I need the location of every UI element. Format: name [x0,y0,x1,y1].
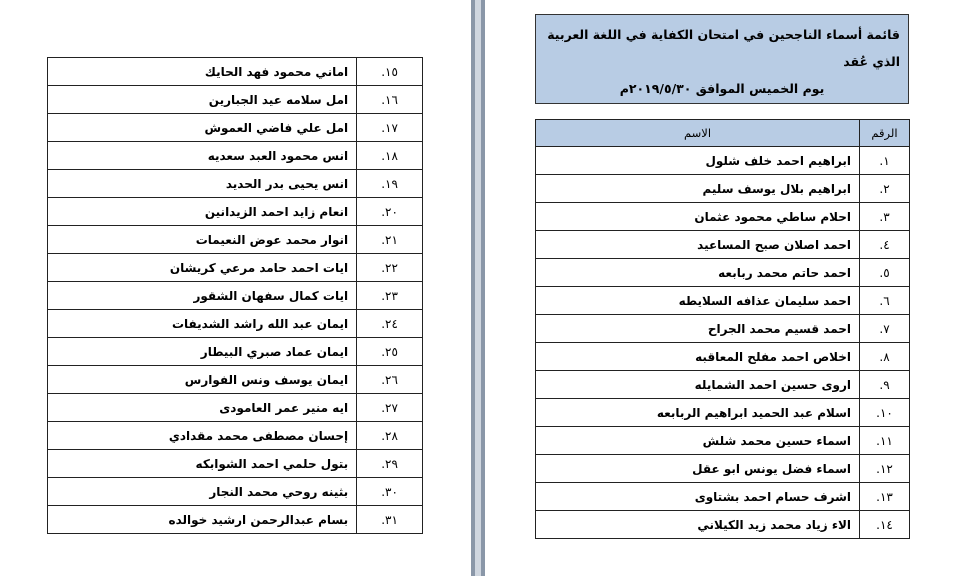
row-number: ٣١. [357,506,423,534]
table-row [48,226,423,254]
names-table-page-1 [535,119,910,539]
row-name: اسماء حسين محمد شلش [536,427,860,455]
table-row [48,478,423,506]
row-number: ٣. [860,203,910,231]
row-name: انوار محمد عوض النعيمات [48,226,357,254]
row-name: ابراهيم احمد خلف شلول [536,147,860,175]
row-number: ٢٤. [357,310,423,338]
row-name: بثينه روحي محمد النجار [48,478,357,506]
row-number: ٦. [860,287,910,315]
row-name: احمد قسيم محمد الجراح [536,315,860,343]
row-name: ايمان عبد الله راشد الشديفات [48,310,357,338]
table-row [48,450,423,478]
row-name: ايات احمد حامد مرعي كريشان [48,254,357,282]
row-name: امل سلامه عيد الجبارين [48,86,357,114]
row-name: ايمان عماد صبري البيطار [48,338,357,366]
row-name: اشرف حسام احمد بشتاوى [536,483,860,511]
page-separator-edge-right [481,0,485,576]
table-row [48,422,423,450]
row-name: اروى حسين احمد الشمايله [536,371,860,399]
row-name: بسام عبدالرحمن ارشيد خوالده [48,506,357,534]
row-number: ١٢. [860,455,910,483]
table-row [48,142,423,170]
table-row [536,287,910,315]
row-number: ٢٥. [357,338,423,366]
row-name: اسلام عبد الحميد ابراهيم الربابعه [536,399,860,427]
row-number: ١٦. [357,86,423,114]
table-row [536,147,910,175]
table-row [536,343,910,371]
row-number: ٢. [860,175,910,203]
table-row [536,231,910,259]
table-row [48,506,423,534]
row-number: ٢٢. [357,254,423,282]
row-number: ٢٧. [357,394,423,422]
table-row [48,58,423,86]
row-number: ١٩. [357,170,423,198]
row-name: احمد حاتم محمد ربابعه [536,259,860,287]
row-name: انس محمود العبد سعديه [48,142,357,170]
row-name: ايات كمال سفهان الشقور [48,282,357,310]
table-row [536,511,910,539]
table-row [536,483,910,511]
row-number: ٢١. [357,226,423,254]
table-row [48,282,423,310]
row-name: إحسان مصطفى محمد مقدادي [48,422,357,450]
row-name: ايه منير عمر العامودى [48,394,357,422]
names-table-body [536,147,910,539]
table-row [48,86,423,114]
row-name: اسماء فضل يونس ابو عقل [536,455,860,483]
row-name: امل علي فاضي العموش [48,114,357,142]
row-number: ١٧. [357,114,423,142]
row-name: اخلاص احمد مفلح المعاقبه [536,343,860,371]
row-number: ٢٦. [357,366,423,394]
title-line-1: قائمة أسماء الناجحين في امتحان الكفاية في اللغة العربية الذي عُقد [547,27,900,69]
row-number: ٢٠. [357,198,423,226]
row-name: بتول حلمي احمد الشوابكه [48,450,357,478]
table-row [48,114,423,142]
row-number: ٧. [860,315,910,343]
table-row [48,338,423,366]
table-row [48,254,423,282]
header-number: الرقم [860,120,910,147]
names-table-body [48,58,423,534]
title-line-2: يوم الخميس الموافق ٢٠١٩/٥/٣٠م [619,81,825,96]
row-name: احلام ساطي محمود عثمان [536,203,860,231]
table-header-row [536,120,910,147]
row-number: ٤. [860,231,910,259]
row-number: ١١. [860,427,910,455]
names-table-page-2 [47,57,423,534]
page-separator-edge-left [471,0,475,576]
table-row [536,203,910,231]
row-number: ١. [860,147,910,175]
row-name: ايمان يوسف ونس الفوارس [48,366,357,394]
table-row [536,175,910,203]
row-name: ابراهيم بلال يوسف سليم [536,175,860,203]
row-number: ٢٨. [357,422,423,450]
table-row [48,366,423,394]
row-number: ٢٣. [357,282,423,310]
row-number: ١٥. [357,58,423,86]
table-row [48,198,423,226]
table-row [536,259,910,287]
row-name: احمد اصلان صبح المساعيد [536,231,860,259]
row-name: انس يحيى بدر الحديد [48,170,357,198]
table-row [536,455,910,483]
header-name: الاسم [536,120,860,147]
row-name: الاء زياد محمد زيد الكيلاني [536,511,860,539]
table-row [536,427,910,455]
table-row [536,399,910,427]
title-box [535,14,909,104]
row-number: ٣٠. [357,478,423,506]
row-number: ٨. [860,343,910,371]
row-number: ١٤. [860,511,910,539]
table-row [536,315,910,343]
row-number: ٩. [860,371,910,399]
row-number: ١٠. [860,399,910,427]
table-row [48,310,423,338]
row-number: ٢٩. [357,450,423,478]
table-row [536,371,910,399]
table-row [48,394,423,422]
row-name: احمد سليمان عذافه السلايطه [536,287,860,315]
table-row [48,170,423,198]
row-number: ١٣. [860,483,910,511]
row-number: ٥. [860,259,910,287]
row-number: ١٨. [357,142,423,170]
row-name: اماني محمود فهد الحايك [48,58,357,86]
row-name: انعام زايد احمد الزيدانين [48,198,357,226]
